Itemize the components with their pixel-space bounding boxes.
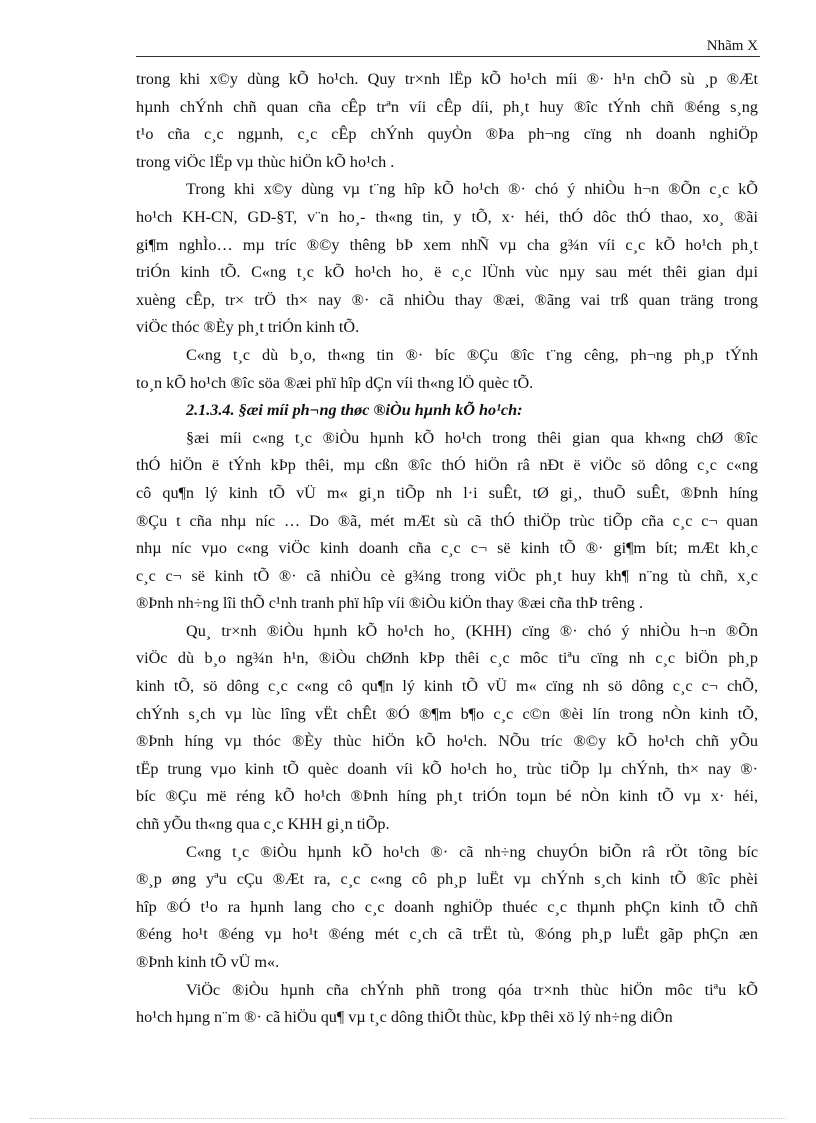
text-line: Qu¸ tr×nh ®iÒu hµnh kÕ ho¹ch ho¸ (KHH) cïng ®· chó ý nhiÒu h¬n ®Õn [186,621,758,640]
paragraph [136,839,758,977]
text-line: bíc ®Çu më réng kÕ ho¹ch ®Þnh híng ph¸t triÓn toµn bé nÒn kinh tÕ vµ x· héi, [136,787,758,806]
text-line: ViÖc ®iÒu hµnh cña chÝnh phñ trong qóa tr×nh thùc hiÖn môc tiªu kÕ [186,980,758,999]
text-line: C«ng t¸c ®iÒu hµnh kÕ ho¹ch ®· cã nh÷ng chuyÓn biÕn râ rÖt tõng bíc [186,842,758,861]
text-line: gi¶m nghÌo… mµ tríc ®©y thêng bÞ xem nhÑ vµ cha g¾n víi c¸c kÕ ho¹ch ph¸t [136,235,758,254]
text-line: to¸n kÕ ho¹ch ®îc söa ®æi phï hîp dÇn víi th«ng lÖ quèc tÕ. [136,373,534,392]
paragraph [136,176,758,342]
text-line: Trong khi x©y dùng vµ t¨ng hîp kÕ ho¹ch ®· chó ý nhiÒu h¬n ®Õn c¸c kÕ [186,180,758,199]
section-before-heading [136,66,758,397]
text-line: c¸c c¬ së kinh tÕ ®· cã nhiÒu cè g¾ng trong viÖc ph¸t huy kh¶ n¨ng tù chñ, x¸c [136,566,758,585]
text-line: kinh tÕ, sö dông c¸c c«ng cô qu¶n lý kinh tÕ vÜ m« cïng nh sö dông c¸c c¬ chÕ, [136,677,758,696]
section-heading: 2.1.3.4. §æi míi ph¬ng thøc ®iÒu hµnh kÕ ho¹ch: [186,401,523,420]
text-line: ®Þnh nh÷ng lîi thÕ c¹nh tranh phï hîp víi ®iÒu kiÖn thay ®æi cña thÞ trêng . [136,594,643,613]
text-line: trong viÖc lËp vµ thùc hiÖn kÕ ho¹ch . [136,152,395,171]
text-line: viÖc thóc ®Èy ph¸t triÓn kinh tÕ. [136,318,360,337]
header-divider [136,56,760,57]
text-line: nhµ níc vµo c«ng viÖc kinh doanh cña c¸c c¬ së kinh tÕ ®· gi¶m bít; mÆt kh¸c [136,539,758,558]
text-line: cô qu¶n lý kinh tÕ vÜ m« gi¸n tiÕp nh l·i suÊt, tØ gi¸, thuÕ suÊt, ®Þnh híng [136,483,758,502]
footer-divider [30,1118,786,1119]
paragraph [136,618,758,839]
text-line: ®Þnh kinh tÕ vÜ m«. [136,953,280,971]
text-line: tËp trung vµo kinh tÕ quèc doanh víi kÕ ho¹ch ho¸ trùc tiÕp lµ chÝnh, th× nay ®· [136,759,758,778]
text-line: thÓ hiÖn ë tÝnh kÞp thêi, mµ cßn ®îc thÓ hiÖn râ nÐt ë viÖc sö dông c¸c c«ng [136,456,758,475]
text-line: ho¹ch KH-CN, GD-§T, v¨n ho¸- th«ng tin, y tÕ, x· héi, thÓ dôc thÓ thao, xo¸ ®ãi [136,207,758,226]
paragraph [136,66,758,176]
text-line: ®Çu t cña nhµ níc … Do ®ã, mét mÆt sù cã thÓ thiÖp trùc tiÕp cña c¸c c¬ quan [136,511,758,530]
text-line: ho¹ch hµng n¨m ®· cã hiÖu qu¶ vµ t¸c dông thiÕt thùc, kÞp thêi xö lý nh÷ng diÔn [136,1008,673,1027]
text-line: §æi míi c«ng t¸c ®iÒu hµnh kÕ ho¹ch trong thêi gian qua kh«ng chØ ®îc [186,428,758,447]
text-line: chÝnh s¸ch vµ lùc lîng vËt chÊt ®Ó ®¶m b¶o c¸c c©n ®èi lín trong nÒn kinh tÕ, [136,704,758,723]
text-line: triÓn kinh tÕ. C«ng t¸c kÕ ho¹ch ho¸ ë c¸c lÜnh vùc nµy sau mét thêi gian dµi [136,263,758,282]
paragraph [136,342,758,397]
text-line: ®éng ho¹t ®éng vµ ho¹t ®éng mét c¸ch cã trËt tù, ®óng ph¸p luËt gãp phÇn æn [136,925,758,944]
page-header-title: Nhãm X [706,38,758,54]
text-line: ®¸p øng yªu cÇu ®Æt ra, c¸c c«ng cô ph¸p luËt vµ chÝnh s¸ch kinh tÕ ®îc phèi [136,870,758,889]
paragraph [136,977,758,1032]
text-line: trong khi x©y dùng kÕ ho¹ch. Quy tr×nh lËp kÕ ho¹ch míi ®· h¹n chÕ sù ¸p ®Æt [136,70,758,88]
text-line: viÖc dù b¸o ng¾n h¹n, ®iÒu chØnh kÞp thêi c¸c môc tiªu cïng nh c¸c biÖn ph¸p [136,649,758,668]
text-line: chñ yÕu th«ng qua c¸c KHH gi¸n tiÕp. [136,815,390,834]
text-line: ®Þnh híng vµ thóc ®Èy thùc hiÖn kÕ ho¹ch. NÕu tríc ®©y kÕ ho¹ch chñ yÕu [136,732,758,751]
text-line: hµnh chÝnh chñ quan cña cÊp trªn víi cÊp díi, ph¸t huy ®îc tÝnh chñ ®éng s¸ng [136,97,758,116]
paragraph [136,425,758,618]
text-line: hîp ®Ó t¹o ra hµnh lang cho c¸c doanh nghiÖp thuéc c¸c thµnh phÇn kinh tÕ chñ [136,897,758,916]
section-after-heading [136,425,758,1032]
text-line: xuèng cÊp, tr× trÖ th× nay ®· cã nhiÒu thay ®æi, ®ãng vai trß quan träng trong [136,290,758,309]
text-line: C«ng t¸c dù b¸o, th«ng tin ®· bíc ®Çu ®îc t¨ng cêng, ph¬ng ph¸p tÝnh [186,345,758,364]
text-line: t¹o cña c¸c ngµnh, c¸c cÊp chÝnh quyÒn ®Þa ph¬ng cïng nh doanh nghiÖp [136,125,758,144]
document-body [136,66,758,1032]
